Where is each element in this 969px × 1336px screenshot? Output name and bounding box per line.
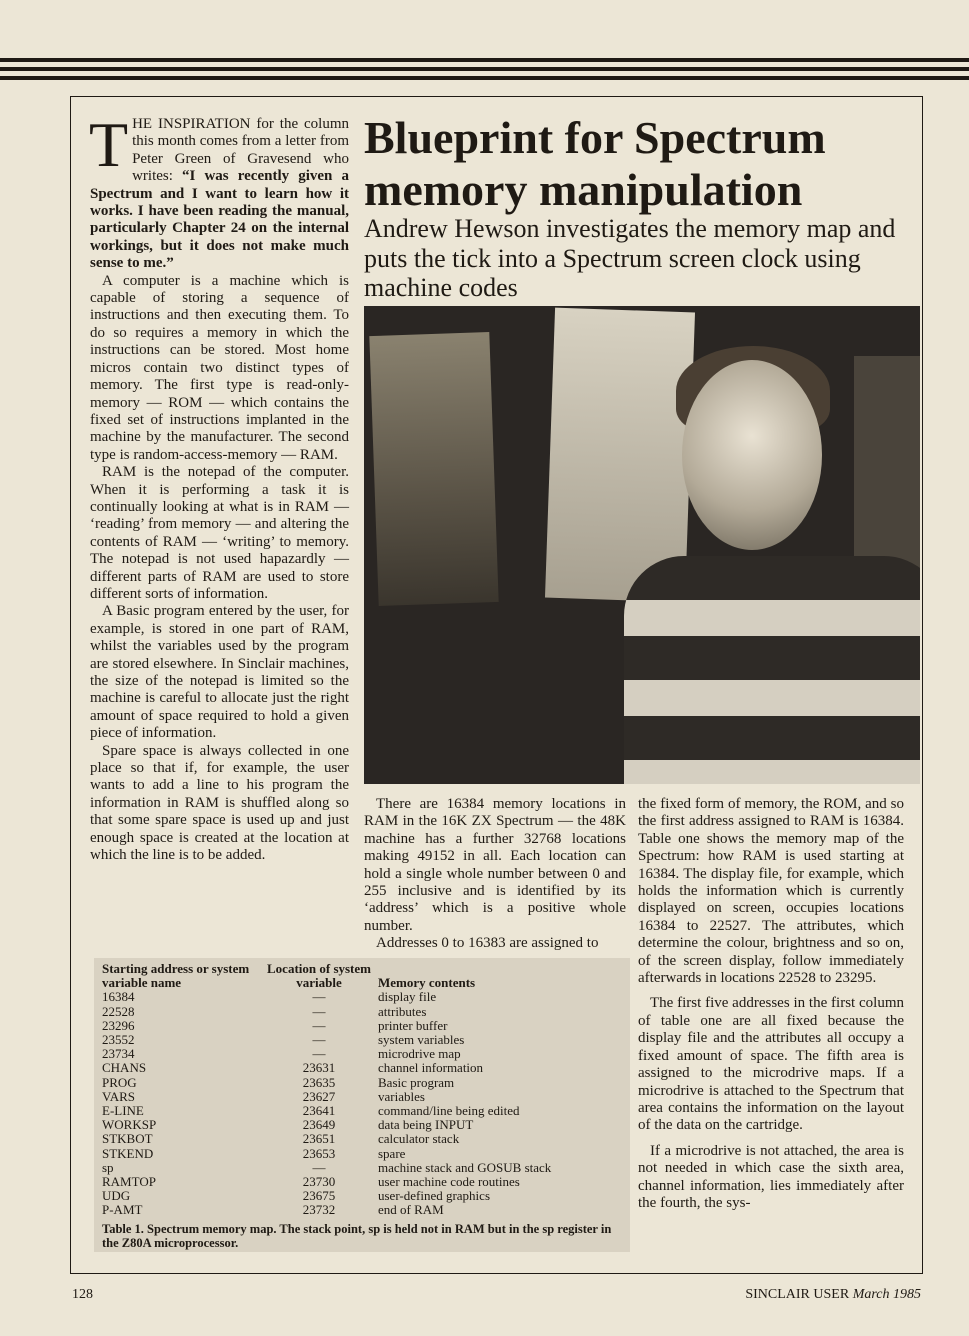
location-cell: — — [312, 1159, 326, 1175]
memory-map-table-box — [94, 958, 630, 1252]
location-cell: 23649 — [302, 1117, 336, 1133]
address-cell: UDG — [102, 1188, 131, 1204]
table-row — [102, 1203, 622, 1217]
location-cell: 23653 — [302, 1145, 336, 1161]
contents-cell: attributes — [378, 1003, 427, 1019]
paragraph: If a microdrive is not attached, the area is not needed in which case the sixth area, channel information, lies immediately after the fourth, the sys- — [638, 1142, 904, 1211]
paragraph: RAM is the notepad of the computer. When it is performing a task it is continually looking at what is in RAM — ‘reading’ from memory — and altering the contents of RAM — ‘writing’ to memory. The notepad is not used hapazardly — different parts of RAM are used to store different sorts of information. — [90, 464, 349, 602]
paragraph: Addresses 0 to 16383 are assigned to — [376, 935, 599, 952]
issue-date: March 1985 — [852, 1287, 921, 1302]
contents-cell: user machine code routines — [378, 1174, 520, 1190]
address-cell: RAMTOP — [102, 1174, 156, 1190]
footer-credit — [745, 1287, 921, 1303]
paragraph: A computer is a machine which is capable of storing a sequence of instructions and then executing them. To do so requires a memory in which the instructions can be stored. Most home micros contain two distinct types of memory. The first type is read-only-memory — ROM — which contains the fixed set of instructions implanted in the machine by the manufacturer. The second type is random-access-memory — RAM. — [90, 272, 349, 463]
poster-right — [854, 356, 920, 576]
table-body — [102, 990, 622, 1217]
contents-cell: display file — [378, 989, 437, 1005]
address-cell: 22528 — [102, 1003, 135, 1019]
photo-sweater — [624, 556, 920, 784]
table-row — [102, 990, 622, 1004]
contents-cell: data being INPUT — [378, 1117, 474, 1133]
table-header: Memory contents — [378, 975, 476, 990]
contents-cell: command/line being edited — [378, 1103, 520, 1119]
address-cell: P-AMT — [102, 1202, 143, 1218]
location-cell: — — [312, 989, 326, 1005]
table-row — [102, 1005, 622, 1019]
photo-face — [682, 360, 822, 550]
table-header: Location of system variable — [267, 961, 371, 991]
address-cell: PROG — [102, 1074, 137, 1090]
table-caption: Table 1. Spectrum memory map. The stack point, sp is held not in RAM but in the sp register in the Z80A microprocessor. — [102, 1222, 612, 1250]
location-cell: — — [312, 1046, 326, 1062]
address-cell: sp — [102, 1159, 114, 1175]
table-row — [102, 1019, 622, 1033]
table-row — [102, 1132, 622, 1146]
address-cell: VARS — [102, 1088, 136, 1104]
contents-cell: system variables — [378, 1032, 465, 1048]
address-cell: 23734 — [102, 1046, 135, 1062]
table-row — [102, 1090, 622, 1104]
masthead-rules — [0, 58, 969, 85]
table-row — [102, 1189, 622, 1203]
intro-paragraph: THE INSPIRATION for the column this month comes from a letter from Peter Green of Gravesend who writes: “I was recently given a Spectrum and I want to learn how it works. I have been reading the manual, particularly Chapter 24 on the internal workings, but it does not make much sense to me.” — [89, 109, 349, 272]
location-cell: — — [312, 1003, 326, 1019]
table-row — [102, 1104, 622, 1118]
column-1 — [89, 109, 349, 864]
paragraph: There are 16384 memory locations in RAM in the 16K ZX Spectrum — the 48K machine has a further 32768 locations making 49152 in all. Each location can hold a single whole number between 0 and 255 inclusive and is identified by its ‘address’ which is a positive whole number. — [364, 796, 626, 934]
column-2 — [364, 796, 626, 953]
location-cell: 23627 — [302, 1088, 336, 1104]
contents-cell: printer buffer — [378, 1017, 448, 1033]
table-row — [102, 1118, 622, 1132]
paragraph: The first five addresses in the first column of table one are all fixed because the display file and the attributes all occupy a fixed amount of space. The fifth area is assigned to the microdrive maps. If a microdrive is attached to the Spectrum that area contains the information on the layout of the data on the cartridge. — [638, 995, 904, 1134]
location-cell: 23730 — [302, 1174, 336, 1190]
magazine-name: SINCLAIR USER — [745, 1287, 850, 1302]
contents-cell: calculator stack — [378, 1131, 460, 1147]
table-row — [102, 1175, 622, 1189]
address-cell: E-LINE — [102, 1103, 144, 1119]
address-cell: STKEND — [102, 1145, 154, 1161]
location-cell: 23641 — [302, 1103, 336, 1119]
location-cell: 23631 — [302, 1060, 336, 1076]
address-cell: 23552 — [102, 1032, 135, 1048]
table-row — [102, 1047, 622, 1061]
poster-left — [369, 332, 498, 606]
location-cell: 23651 — [302, 1131, 336, 1147]
drop-cap: T — [89, 109, 129, 180]
location-cell: 23635 — [302, 1074, 336, 1090]
author-photo — [364, 306, 920, 784]
standfirst: Andrew Hewson investigates the memory map and puts the tick into a Spectrum screen clock using machine codes — [364, 214, 896, 302]
memory-map-table — [102, 962, 622, 1218]
column-3 — [638, 796, 904, 1212]
contents-cell: channel information — [378, 1060, 484, 1076]
table-row — [102, 1161, 622, 1175]
headline: Blueprint for Spectrum memory manipulation — [364, 112, 826, 215]
contents-cell: machine stack and GOSUB stack — [378, 1159, 552, 1175]
address-cell: WORKSP — [102, 1117, 157, 1133]
paragraph: Spare space is always collected in one place so that if, for example, the user wants to add a line to his program the information in RAM is shuffled along so that some spare space is used up and just enough space is created at the location at which the line is to be added. — [90, 742, 349, 864]
table-header-row — [102, 962, 622, 990]
location-cell: — — [312, 1017, 326, 1033]
table-row — [102, 1076, 622, 1090]
table-row — [102, 1147, 622, 1161]
table-header: Starting address or system variable name — [102, 961, 250, 991]
reader-quote: “I was recently given a Spectrum and I want to learn how it works. I have been reading the manual, particularly Chapter 24 on the internal workings, but it does not make much sense to me.” — [90, 168, 349, 272]
address-cell: 23296 — [102, 1017, 135, 1033]
address-cell: 16384 — [102, 989, 135, 1005]
location-cell: — — [312, 1032, 326, 1048]
contents-cell: spare — [378, 1145, 406, 1161]
contents-cell: variables — [378, 1088, 425, 1104]
table-row — [102, 1033, 622, 1047]
location-cell: 23675 — [302, 1188, 336, 1204]
location-cell: 23732 — [302, 1202, 336, 1218]
contents-cell: user-defined graphics — [378, 1188, 490, 1204]
contents-cell: microdrive map — [378, 1046, 461, 1062]
paragraph: the fixed form of memory, the ROM, and so the first address assigned to RAM is 16384. Table one shows the memory map of the Spectrum: how RAM is used starting at 16384. The display file, for example, which holds the information which is currently displayed on screen, occupies locations 16384 to 22527. The attributes, which determine the colour, brightness and so on, of the screen display, follow immediately afterwards in locations 22528 to 23295. — [638, 796, 904, 987]
contents-cell: end of RAM — [378, 1202, 444, 1218]
address-cell: CHANS — [102, 1060, 147, 1076]
contents-cell: Basic program — [378, 1074, 455, 1090]
table-row — [102, 1061, 622, 1075]
page-number: 128 — [72, 1287, 93, 1302]
address-cell: STKBOT — [102, 1131, 153, 1147]
paragraph: A Basic program entered by the user, for example, is stored in one part of RAM, whilst the variables used by the program are stored elsewhere. In Sinclair machines, the size of the notepad is limited so the machine is careful to allocate just the right amount of space required to hold a given piece of information. — [90, 603, 349, 742]
